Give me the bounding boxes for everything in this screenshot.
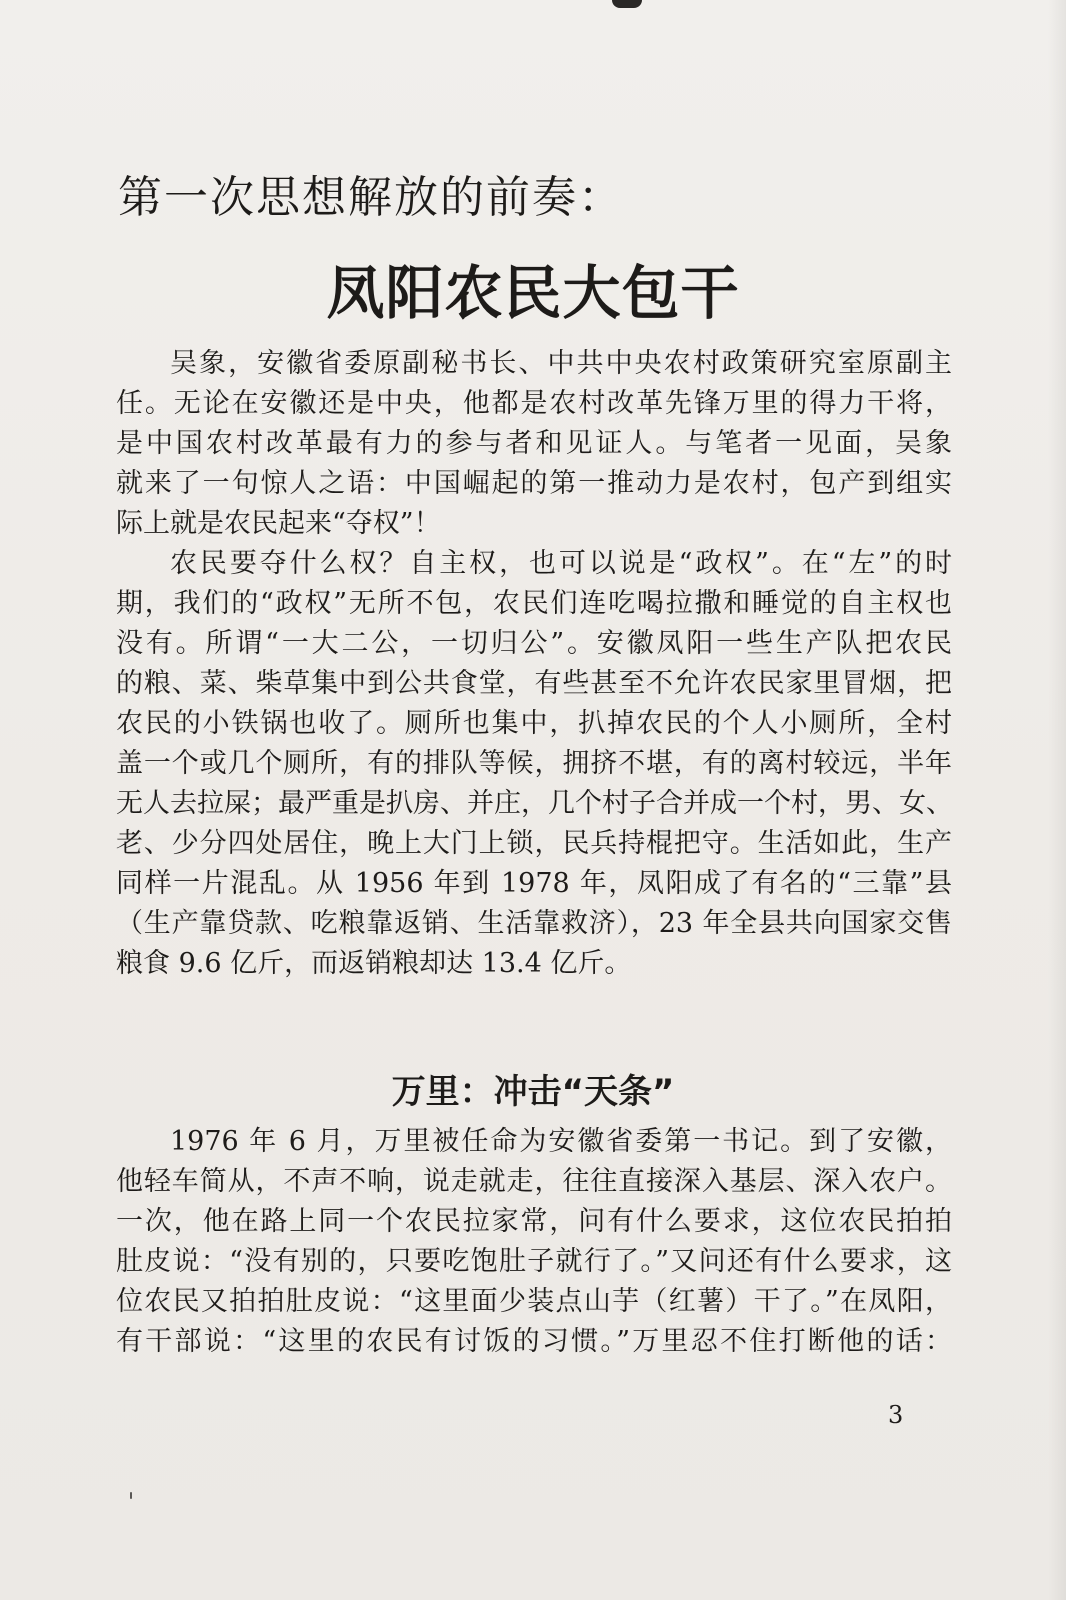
- text-line: 同样一片混乱。从 1956 年到 1978 年，凤阳成了有名的“三靠”县: [116, 868, 952, 899]
- text-line: 是中国农村改革最有力的参与者和见证人。与笔者一见面，吴象: [116, 428, 952, 459]
- top-edge-mark: [612, 0, 642, 8]
- text-line: 无人去拉屎；最严重是扒房、并庄，几个村子合并成一个村，男、女、: [116, 788, 953, 819]
- text-line: 吴象，安徽省委原副秘书长、中共中央农村政策研究室原副主: [170, 348, 952, 379]
- body-text-section-1: [116, 344, 952, 984]
- text-line: 农民要夺什么权？自主权，也可以说是“政权”。在“左”的时: [170, 548, 952, 579]
- text-line: 就来了一句惊人之语：中国崛起的第一推动力是农村，包产到组实: [116, 468, 952, 499]
- chapter-title: 凤阳农民大包干: [326, 259, 740, 327]
- text-line: 盖一个或几个厕所，有的排队等候，拥挤不堪，有的离村较远，半年: [116, 748, 952, 779]
- page-edge-shadow: [1048, 0, 1066, 1600]
- text-line: 农民的小铁锅也收了。厕所也集中，扒掉农民的个人小厕所，全村: [116, 708, 952, 739]
- text-line: 他轻车简从，不声不响，说走就走，往往直接深入基层、深入农户。: [116, 1166, 952, 1197]
- text-line: 任。无论在安徽还是中央，他都是农村改革先锋万里的得力干将，: [116, 388, 952, 419]
- body-text-section-2: [116, 1122, 952, 1362]
- chapter-kicker: 第一次思想解放的前奏：: [118, 172, 624, 223]
- text-line: 有干部说：“这里的农民有讨饭的习惯。”万里忍不住打断他的话：: [116, 1326, 952, 1357]
- text-line: 期，我们的“政权”无所不包，农民们连吃喝拉撒和睡觉的自主权也: [116, 588, 952, 619]
- text-line: 的粮、菜、柴草集中到公共食堂，有些甚至不允许农民家里冒烟，把: [116, 668, 952, 699]
- text-line: 没有。所谓“一大二公，一切归公”。安徽凤阳一些生产队把农民: [116, 628, 952, 659]
- section-heading: 万里：冲击“天条”: [391, 1072, 675, 1112]
- text-line: 1976 年 6 月，万里被任命为安徽省委第一书记。到了安徽，: [170, 1126, 952, 1157]
- text-line: 一次，他在路上同一个农民拉家常，问有什么要求，这位农民拍拍: [116, 1206, 952, 1237]
- text-line: 肚皮说：“没有别的，只要吃饱肚子就行了。”又问还有什么要求，这: [116, 1246, 952, 1277]
- text-line: （生产靠贷款、吃粮靠返销、生活靠救济），23 年全县共向国家交售: [116, 908, 952, 939]
- text-line: 粮食 9.6 亿斤，而返销粮却达 13.4 亿斤。: [116, 948, 632, 979]
- text-line: 老、少分四处居住，晚上大门上锁，民兵持棍把守。生活如此，生产: [116, 828, 952, 859]
- page-number: 3: [888, 1401, 904, 1429]
- paper-speck: [130, 1492, 132, 1499]
- text-line: 位农民又拍拍肚皮说：“这里面少装点山芋（红薯）干了。”在凤阳，: [116, 1286, 952, 1317]
- text-line: 际上就是农民起来“夺权”！: [116, 508, 441, 539]
